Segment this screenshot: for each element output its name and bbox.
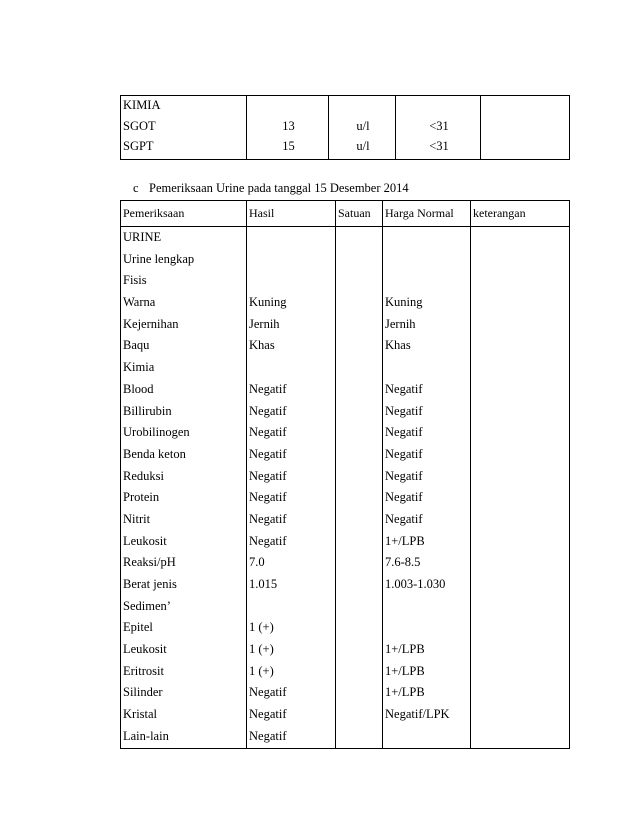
table-row [121,552,570,574]
exam-name-cell: Silinder [121,682,247,704]
exam-name-cell: Blood [121,379,247,401]
exam-name-cell: Berat jenis [121,574,247,596]
note-cell [471,617,570,639]
result-cell: Negatif [247,704,336,726]
result-cell: 1 (+) [247,661,336,683]
result-cell: Negatif [247,487,336,509]
note-cell [471,509,570,531]
result-cell [247,249,336,271]
normal-range-cell [383,617,471,639]
note-cell [471,704,570,726]
result-cell: Negatif [247,682,336,704]
unit-cell [336,682,383,704]
note-cell [481,116,570,137]
result-cell: Khas [247,335,336,357]
header-harga-normal: Harga Normal [383,201,471,227]
result-cell: Negatif [247,531,336,553]
caption-text: Pemeriksaan Urine pada tanggal 15 Desember 2014 [149,181,409,195]
note-cell [471,487,570,509]
table-row [121,466,570,488]
table-row [121,639,570,661]
result-cell: Negatif [247,726,336,748]
note-cell [471,531,570,553]
note-cell [471,401,570,423]
note-cell [471,682,570,704]
normal-range-cell [383,249,471,271]
exam-name-cell: Billirubin [121,401,247,423]
exam-name-cell: Fisis [121,270,247,292]
urine-table [120,200,570,749]
note-cell [471,574,570,596]
result-cell: Negatif [247,422,336,444]
table-header-row [121,201,570,227]
exam-name-cell: Protein [121,487,247,509]
unit-cell [336,466,383,488]
table-row [121,270,570,292]
normal-range-cell [383,270,471,292]
note-cell [471,270,570,292]
note-cell [471,726,570,748]
exam-name-cell: Kejernihan [121,314,247,336]
exam-name-cell: Warna [121,292,247,314]
exam-name-cell: Eritrosit [121,661,247,683]
unit-cell [336,574,383,596]
unit-cell [336,379,383,401]
table-row [121,617,570,639]
unit-cell [336,617,383,639]
normal-range-cell [383,596,471,618]
test-name-cell: KIMIA [121,96,247,117]
normal-range-cell: Negatif [383,379,471,401]
exam-name-cell: Benda keton [121,444,247,466]
note-cell [471,552,570,574]
note-cell [471,639,570,661]
table-row [121,531,570,553]
exam-name-cell: URINE [121,227,247,249]
result-cell [247,596,336,618]
note-cell [471,227,570,249]
result-cell [247,357,336,379]
header-hasil: Hasil [247,201,336,227]
unit-cell [336,531,383,553]
table-row [121,487,570,509]
exam-name-cell: Leukosit [121,531,247,553]
unit-cell [336,639,383,661]
unit-cell [336,704,383,726]
result-cell: Negatif [247,401,336,423]
table-row [121,96,570,117]
unit-cell: u/l [329,137,396,160]
result-cell: Negatif [247,444,336,466]
unit-cell [336,227,383,249]
note-cell [471,596,570,618]
note-cell [471,314,570,336]
table-row [121,227,570,249]
normal-range-cell: Negatif [383,401,471,423]
normal-range-cell: Jernih [383,314,471,336]
normal-range-cell: <31 [396,116,481,137]
result-cell [247,96,329,117]
table-row [121,726,570,748]
result-cell: 1 (+) [247,617,336,639]
unit-cell [336,249,383,271]
result-cell: 15 [247,137,329,160]
table-row [121,116,570,137]
exam-name-cell: Reduksi [121,466,247,488]
unit-cell [336,487,383,509]
table-row [121,661,570,683]
normal-range-cell: Negatif [383,422,471,444]
note-cell [471,422,570,444]
normal-range-cell: <31 [396,137,481,160]
table-row [121,422,570,444]
unit-cell [336,444,383,466]
unit-cell: u/l [329,116,396,137]
exam-name-cell: Reaksi/pH [121,552,247,574]
caption-letter: c [133,181,139,195]
table-row [121,249,570,271]
note-cell [471,466,570,488]
exam-name-cell: Leukosit [121,639,247,661]
result-cell: Kuning [247,292,336,314]
note-cell [481,96,570,117]
exam-name-cell: Lain-lain [121,726,247,748]
table-row [121,704,570,726]
normal-range-cell: 1+/LPB [383,682,471,704]
exam-name-cell: Urobilinogen [121,422,247,444]
normal-range-cell: Negatif [383,444,471,466]
result-cell: Jernih [247,314,336,336]
result-cell [247,270,336,292]
normal-range-cell: 1+/LPB [383,661,471,683]
result-cell: 1.015 [247,574,336,596]
result-cell: 1 (+) [247,639,336,661]
unit-cell [336,270,383,292]
normal-range-cell: Khas [383,335,471,357]
table-row [121,292,570,314]
unit-cell [336,509,383,531]
normal-range-cell: Negatif [383,466,471,488]
normal-range-cell [383,357,471,379]
table-row [121,509,570,531]
test-name-cell: SGPT [121,137,247,160]
unit-cell [336,422,383,444]
normal-range-cell: 1+/LPB [383,639,471,661]
normal-range-cell: 7.6-8.5 [383,552,471,574]
chemistry-table [120,95,570,160]
unit-cell [336,726,383,748]
note-cell [481,137,570,160]
exam-name-cell: Baqu [121,335,247,357]
unit-cell [336,292,383,314]
unit-cell [336,357,383,379]
header-pemeriksaan: Pemeriksaan [121,201,247,227]
unit-cell [336,661,383,683]
table-row [121,137,570,160]
normal-range-cell: 1.003-1.030 [383,574,471,596]
result-cell [247,227,336,249]
normal-range-cell: Negatif [383,487,471,509]
normal-range-cell [383,227,471,249]
table-row [121,444,570,466]
exam-name-cell: Urine lengkap [121,249,247,271]
result-cell: 13 [247,116,329,137]
unit-cell [336,335,383,357]
table-row [121,357,570,379]
normal-range-cell: Negatif [383,509,471,531]
result-cell: 7.0 [247,552,336,574]
table-row [121,379,570,401]
normal-range-cell [383,726,471,748]
result-cell: Negatif [247,509,336,531]
note-cell [471,292,570,314]
table-row [121,335,570,357]
unit-cell [336,401,383,423]
table-row [121,682,570,704]
exam-name-cell: Kristal [121,704,247,726]
note-cell [471,357,570,379]
unit-cell [336,596,383,618]
normal-range-cell [396,96,481,117]
note-cell [471,661,570,683]
result-cell: Negatif [247,466,336,488]
note-cell [471,335,570,357]
exam-name-cell: Epitel [121,617,247,639]
result-cell: Negatif [247,379,336,401]
normal-range-cell: Negatif/LPK [383,704,471,726]
table-row [121,596,570,618]
normal-range-cell: 1+/LPB [383,531,471,553]
table-row [121,401,570,423]
exam-name-cell: Nitrit [121,509,247,531]
table-row [121,574,570,596]
note-cell [471,379,570,401]
exam-name-cell: Sedimen’ [121,596,247,618]
test-name-cell: SGOT [121,116,247,137]
exam-name-cell: Kimia [121,357,247,379]
urine-section-caption [133,180,409,196]
note-cell [471,249,570,271]
note-cell [471,444,570,466]
header-satuan: Satuan [336,201,383,227]
unit-cell [329,96,396,117]
unit-cell [336,314,383,336]
header-keterangan: keterangan [471,201,570,227]
normal-range-cell: Kuning [383,292,471,314]
table-row [121,314,570,336]
unit-cell [336,552,383,574]
